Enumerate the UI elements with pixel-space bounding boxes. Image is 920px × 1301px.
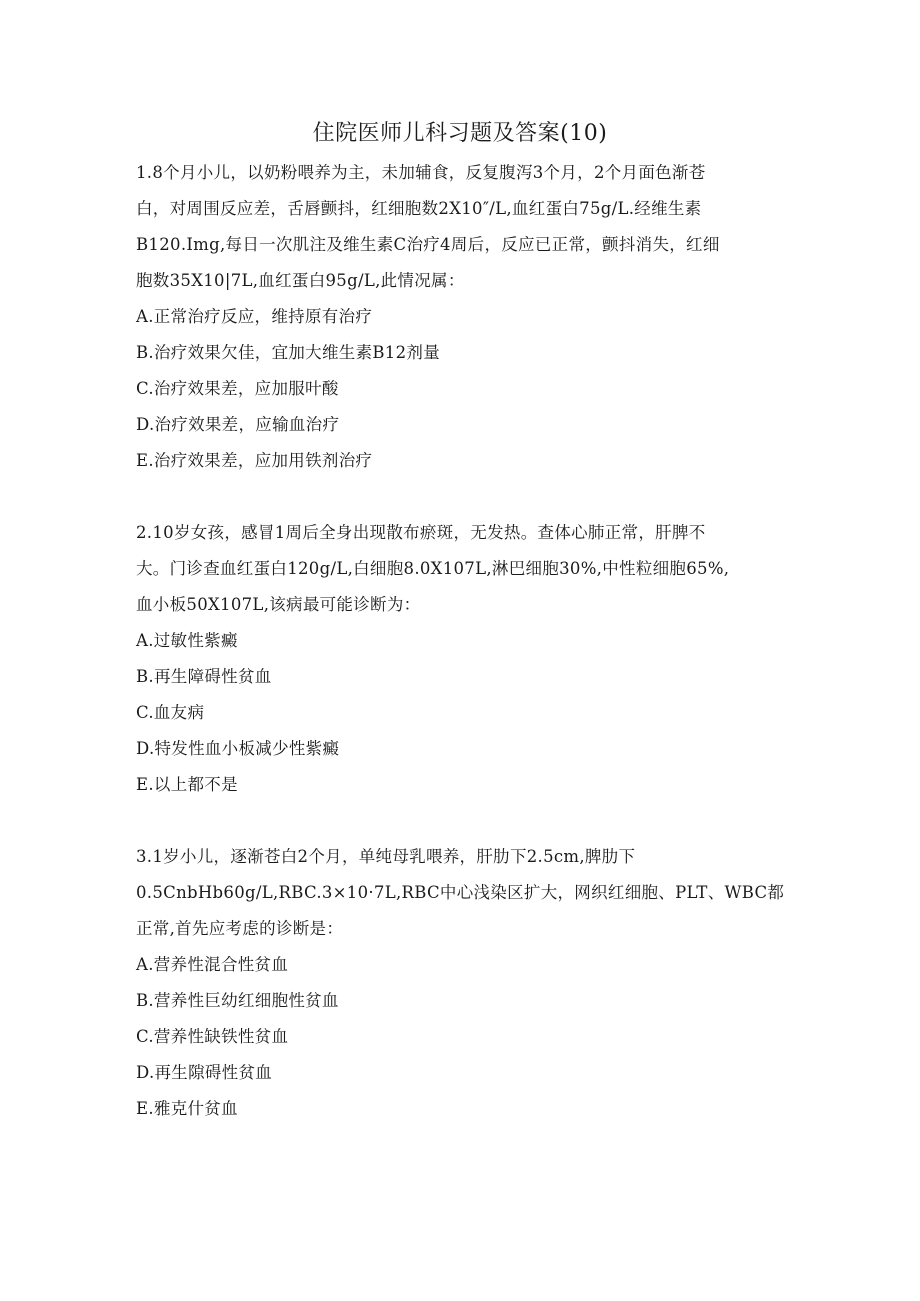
option-d: D.特发性血小板减少性紫癜: [136, 739, 340, 758]
option-b: B.治疗效果欠佳，宜加大维生素B12剂量: [136, 343, 440, 362]
question-text-line: 血小板50X107L,该病最可能诊断为：: [136, 595, 421, 614]
option-c: C.血友病: [136, 703, 205, 722]
question-text-line: 0.5CnbHb60g/L,RBC.3×10·7L,RBC中心浅染区扩大，网织红细胞、PLT、WBC都: [136, 883, 785, 902]
question-3: [136, 839, 796, 1127]
question-text-line: 1.8个月小儿，以奶粉喂养为主，未加辅食，反复腹泻3个月，2个月面色渐苍: [136, 163, 706, 182]
option-a: A.过敏性紫癜: [136, 631, 238, 650]
question-text-line: 胞数35X10|7L,血红蛋白95g/L,此情况属：: [136, 271, 465, 290]
question-text-line: 白，对周围反应差，舌唇颤抖，红细胞数2X10″/L,血红蛋白75g/L.经维生素: [136, 199, 702, 218]
option-e: E.雅克什贫血: [136, 1099, 238, 1118]
question-text-line: 3.1岁小儿，逐渐苍白2个月，单纯母乳喂养，肝肋下2.5cm,脾肋下: [136, 847, 636, 866]
option-b: B.营养性巨幼红细胞性贫血: [136, 991, 339, 1010]
question-text-line: 正常,首先应考虑的诊断是：: [136, 919, 344, 938]
option-d: D.再生隙碍性贫血: [136, 1063, 273, 1082]
option-d: D.治疗效果差，应输血治疗: [136, 415, 340, 434]
option-c: C.营养性缺铁性贫血: [136, 1027, 289, 1046]
option-e: E.以上都不是: [136, 775, 238, 794]
option-e: E.治疗效果差，应加用铁剂治疗: [136, 451, 373, 470]
question-text-line: 2.10岁女孩，感冒1周后全身出现散布瘀斑，无发热。查体心肺正常，肝脾不: [136, 523, 706, 542]
option-b: B.再生障碍性贫血: [136, 667, 272, 686]
question-text-line: B120.Img,每日一次肌注及维生素C治疗4周后，反应已正常，颤抖消失，红细: [136, 235, 720, 254]
question-text-line: 大。门诊查血红蛋白120g/L,白细胞8.0X107L,淋巴细胞30%,中性粒细胞65%,: [136, 559, 730, 578]
option-a: A.正常治疗反应，维持原有治疗: [136, 307, 373, 326]
question-2: [136, 515, 796, 803]
option-a: A.营养性混合性贫血: [136, 955, 289, 974]
question-1: [136, 155, 796, 479]
document-title: 住院医师儿科习题及答案(10): [312, 121, 608, 146]
option-c: C.治疗效果差，应加服叶酸: [136, 379, 339, 398]
